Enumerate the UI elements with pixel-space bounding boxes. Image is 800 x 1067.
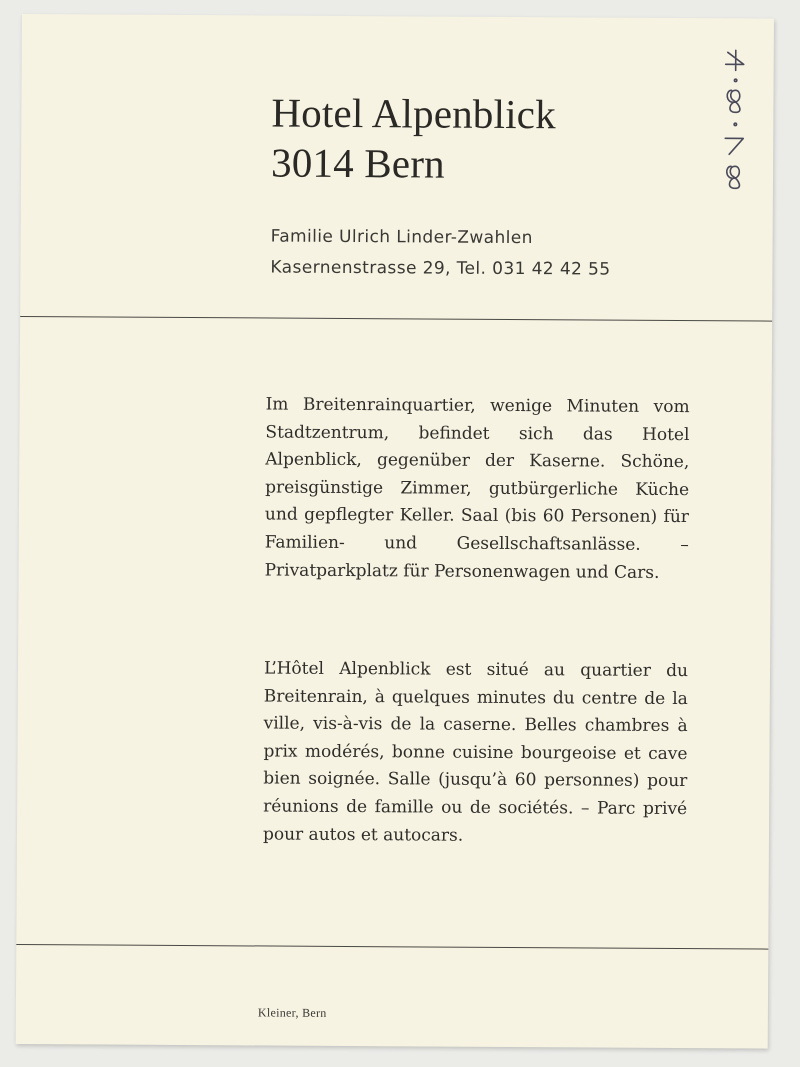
hotel-name: Hotel Alpenblick [271,89,557,138]
description-french: L’Hôtel Alpenblick est situé au quartier du Breitenrain, à quelques minutes du centre de la ville, vis-à-vis de la caserne. Belles chambres à prix modérés, bonne cuisine bourgeoise et cave bien soignée. Salle (jusqu’à 60 personnes) pour réunions de famille ou de sociétés. – Parc privé pour autos et autocars. [262,658,689,846]
bottom-divider [16,944,768,950]
handwritten-date [721,46,752,206]
postcard-back [16,14,774,1049]
description-german: Im Breitenrainquartier, wenige Minuten vom Stadtzentrum, befindet sich das Hotel Alpenblick, gegenüber der Kaserne. Schöne, preisgünstige Zimmer, gutbürgerliche Küche und gepflegter Keller. Saal (bis 60 Personen) für Familien- und Gesellschaftsanlässe. – Privatparkplatz für Personenwagen und Cars. [264,394,690,583]
handwritten-date-drawing [721,46,752,206]
publisher-credit: Kleiner, Bern [257,1005,327,1020]
hotel-header [271,88,556,190]
hotel-city: 3014 Bern [270,139,445,187]
address-phone: Kasernenstrasse 29, Tel. 031 42 42 55 [270,257,611,280]
top-divider [20,316,772,322]
family-name: Familie Ulrich Linder-Zwahlen [270,226,533,249]
contact-block [270,222,610,286]
